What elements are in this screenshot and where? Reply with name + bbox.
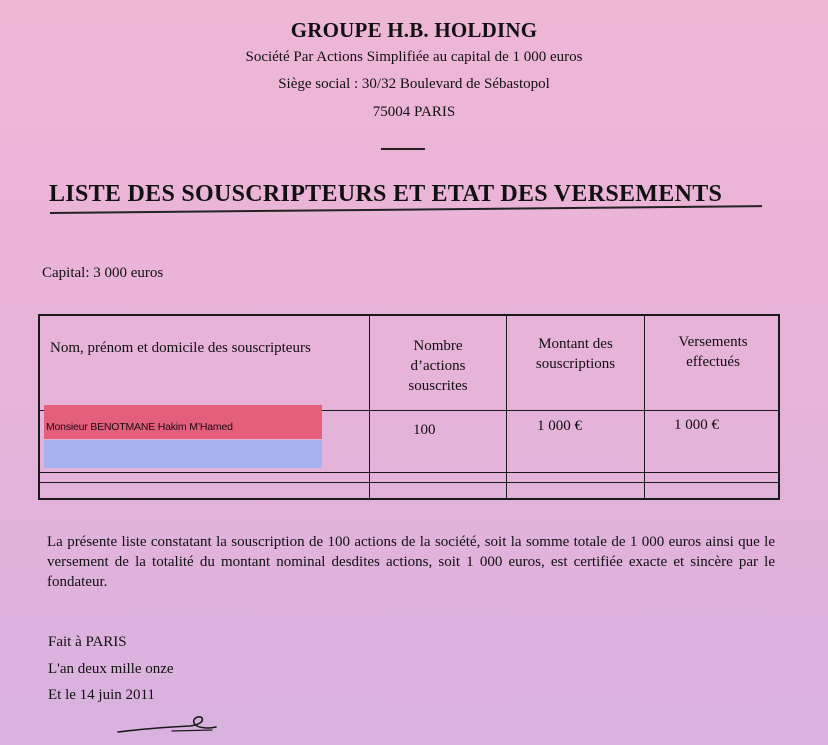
header-subscribers: Nom, prénom et domicile des souscripteurs: [50, 340, 311, 356]
company-legal-form: Société Par Actions Simplifiée au capital de 1 000 euros: [245, 49, 583, 65]
place-line: Fait à PARIS: [48, 634, 127, 650]
row-payments: 1 000 €: [674, 417, 719, 433]
header-divider: [381, 148, 425, 150]
table-divider: [40, 472, 778, 473]
header-amount: [508, 334, 643, 374]
signature: [112, 712, 222, 738]
date-line: Et le 14 juin 2011: [48, 687, 155, 703]
row-subscriber-name: Monsieur BENOTMANE Hakim M’Hamed: [46, 421, 233, 433]
table-divider: [644, 316, 645, 498]
header-shares-line: souscrites: [408, 378, 468, 394]
table-divider: [506, 316, 507, 498]
certification-paragraph: La présente liste constatant la souscription de 100 actions de la société, soit la somme totale de 1 000 euros ainsi que le versement de la totalité du montant nominal desdites actions, soit 1 000 euros, est certifiée exacte et sincère par le fondateur.: [47, 534, 775, 590]
registered-office: Siège social : 30/32 Boulevard de Sébastopol: [278, 76, 550, 92]
capital-amount: Capital: 3 000 euros: [42, 265, 164, 281]
row-amount: 1 000 €: [537, 418, 582, 434]
postal-city: 75004 PARIS: [372, 104, 456, 120]
table-divider: [369, 316, 370, 498]
header-amount-line: Montant des: [538, 336, 613, 352]
header-shares-line: d’actions: [410, 358, 466, 374]
year-line: L'an deux mille onze: [48, 661, 174, 677]
company-name: GROUPE H.B. HOLDING: [290, 18, 538, 42]
document-title: LISTE DES SOUSCRIPTEURS ET ETAT DES VERSEMENTS: [49, 181, 723, 207]
redaction-block: [44, 440, 322, 468]
header-amount-line: souscriptions: [535, 356, 616, 372]
header-payments-line: effectués: [686, 354, 740, 370]
header-payments: [646, 332, 780, 372]
row-shares: 100: [413, 422, 436, 438]
header-shares: [371, 336, 505, 396]
header-shares-line: Nombre: [413, 338, 463, 354]
table-divider: [40, 482, 778, 483]
header-payments-line: Versements: [678, 334, 748, 350]
